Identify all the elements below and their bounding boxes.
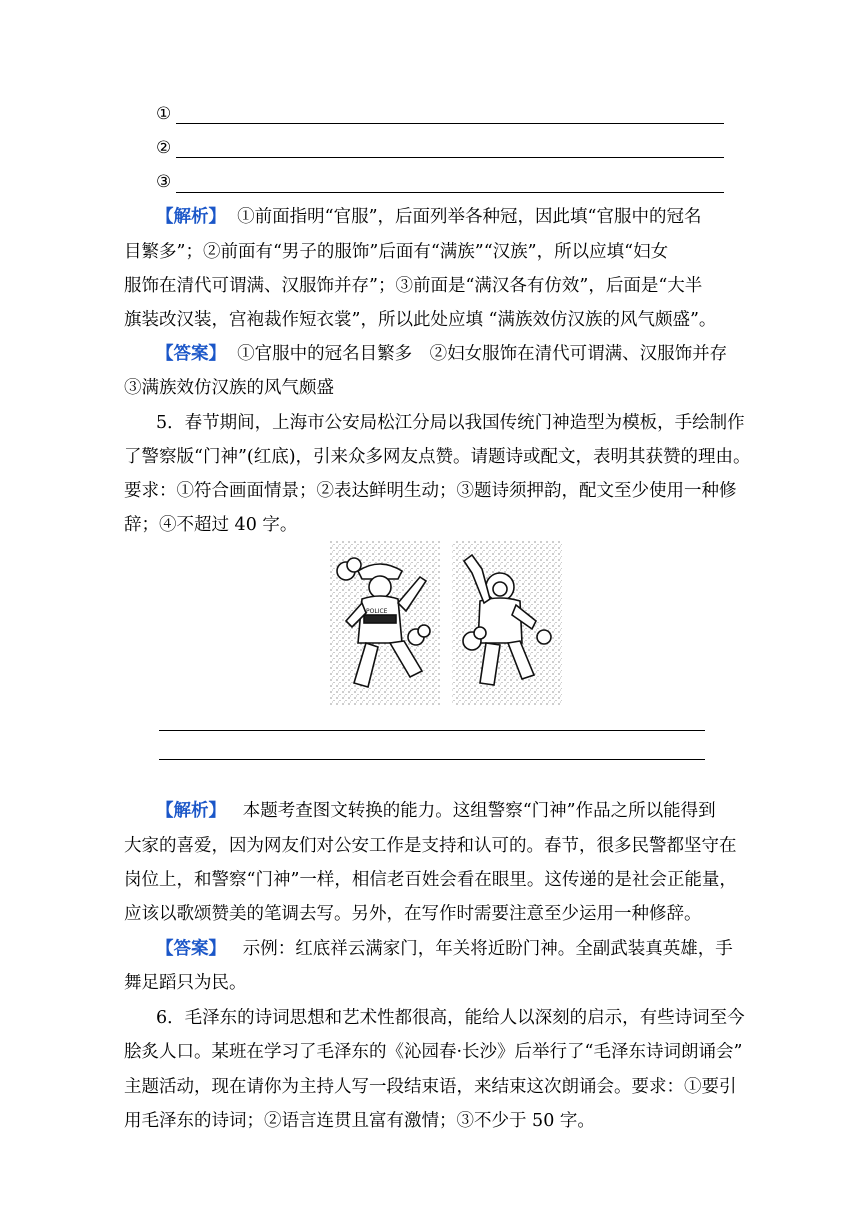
answer-tag: 【答案】 [156,939,226,959]
answer-line: ③满族效仿汉族的风气颇盛 [124,378,334,398]
analysis-tag: 【解析】 [156,207,226,227]
blank-number: ② [156,138,172,158]
blank-line [176,192,724,193]
police-label: POLICE [366,608,388,615]
answer-tag: 【答案】 [156,344,226,364]
question-line: 要求：①符合画面情景；②表达鲜明生动；③题诗须押韵，配文至少使用一种修 [124,481,737,501]
analysis-line: 旗装改汉装，宫袍裁作短衣裳”，所以此处应填 “满族效仿汉族的风气颇盛”。 [124,310,717,330]
blank-line [176,123,724,124]
analysis-tag: 【解析】 [156,801,226,821]
analysis-line: 应该以歌颂赞美的笔调去写。另外，在写作时需要注意至少运用一种修辞。 [124,904,702,924]
question-line: 6．毛泽东的诗词思想和艺术性都很高，能给人以深刻的启示，有些诗词至今 [156,1008,745,1028]
answer-writing-line-2[interactable] [159,759,705,760]
analysis-line: 岗位上，和警察“门神”一样，相信老百姓会看在眼里。这传递的是社会正能量， [124,870,737,890]
blank-number: ③ [156,172,172,192]
blank-line [176,157,724,158]
blank-number: ① [156,104,172,124]
question-line: 辞；④不超过 40 字。 [124,515,298,535]
police-door-god-illustration [330,541,562,705]
analysis-line: 大家的喜爱，因为网友们对公安工作是支持和认可的。春节，很多民警都坚守在 [124,836,737,856]
question-line: 了警察版“门神”(红底)，引来众多网友点赞。请题诗或配文，表明其获赞的理由。 [124,447,751,467]
question-line: 主题活动，现在请你为主持人写一段结束语，来结束这次朗诵会。要求：①要引 [124,1077,737,1097]
door-god-drawing [330,541,562,705]
analysis-line: 目繁多”；②前面有“男子的服饰”后面有“满族”“汉族”，所以应填“妇女 [124,242,669,262]
analysis-line: 服饰在清代可谓满、汉服饰并存”；③前面是“满汉各有仿效”，后面是“大半 [124,276,703,296]
question-line: 脍炙人口。某班在学习了毛泽东的《沁园春·长沙》后举行了“毛泽东诗词朗诵会” [124,1042,743,1062]
answer-writing-line-1[interactable] [159,730,705,731]
question-line: 用毛泽东的诗词；②语言连贯且富有激情；③不少于 50 字。 [124,1111,595,1131]
analysis-line: 【解析】 ①前面指明“官服”，后面列举各种冠，因此填“官服中的冠名 [156,207,702,227]
question-line: 5．春节期间，上海市公安局松江分局以我国传统门神造型为模板，手绘制作 [156,413,745,433]
answer-line: 【答案】 示例：红底祥云满家门，年关将近盼门神。全副武装真英雄，手 [156,939,733,959]
answer-line: 舞足蹈只为民。 [124,973,247,993]
answer-line: 【答案】 ①官服中的冠名目繁多 ②妇女服饰在清代可谓满、汉服饰并存 [156,344,728,364]
analysis-line: 【解析】 本题考查图文转换的能力。这组警察“门神”作品之所以能得到 [156,801,716,821]
